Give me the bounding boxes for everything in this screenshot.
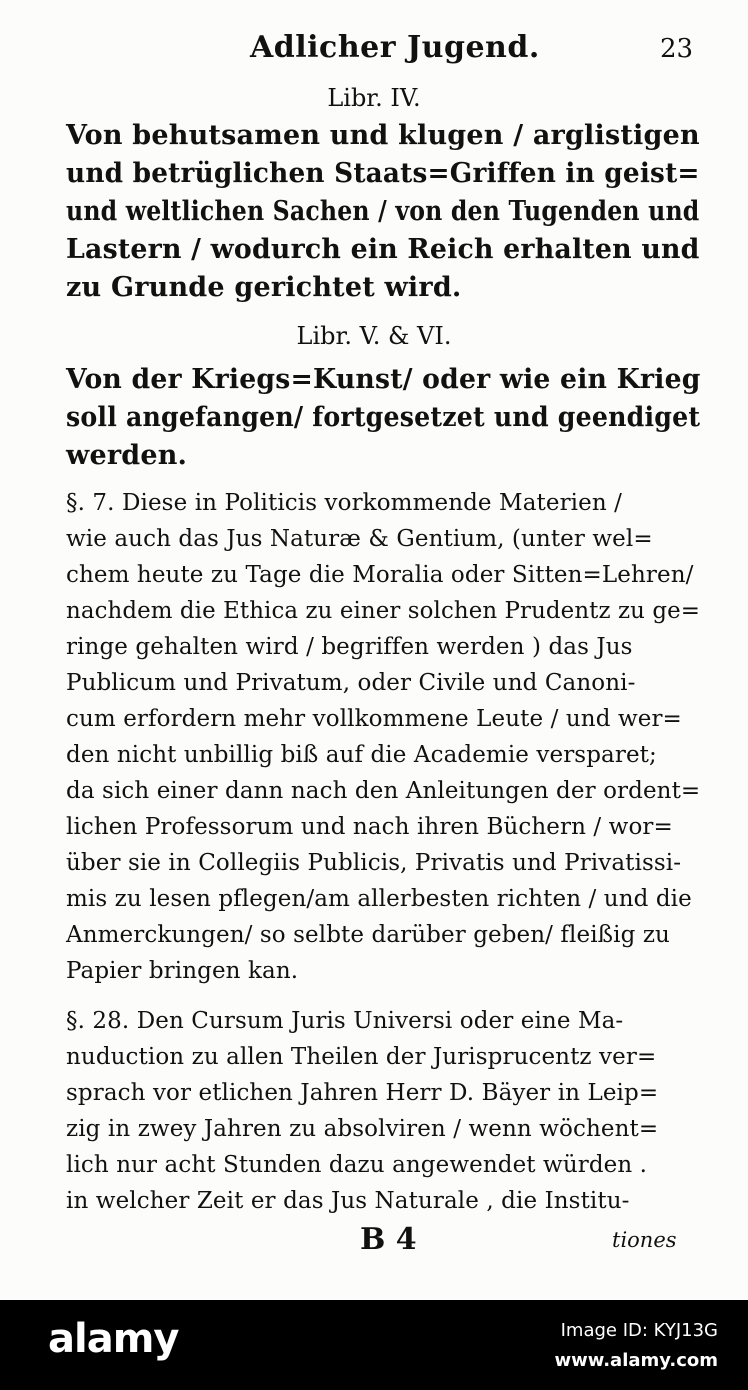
paragraph-28-line: lich nur acht Stunden dazu angewendet würden . (66, 1152, 648, 1178)
paragraph-7-line: ringe gehalten wird / begriffen werden ) das Jus (66, 634, 633, 660)
paragraph-7-line: chem heute zu Tage die Moralia oder Sitten=Lehren/ (66, 562, 694, 588)
paragraph-7-line: über sie in Collegiis Publicis, Privatis und Privatissi- (66, 850, 682, 876)
text-line: Lastern / wodurch ein Reich erhalten und (66, 234, 700, 265)
paragraph-28-line: §. 28. Den Cursum Juris Universi oder eine Ma- (66, 1008, 624, 1034)
site-url: www.alamy.com (554, 1350, 718, 1371)
text-line: soll angefangen/ fortgesetzet und geendiget (66, 402, 701, 433)
text-line: Von der Kriegs=Kunst/ oder wie ein Krieg (66, 364, 701, 395)
alamy-logo: alamy (48, 1316, 179, 1362)
paragraph-28-line: sprach vor etlichen Jahren Herr D. Bäyer in Leip= (66, 1080, 659, 1106)
paragraph-7-line: Publicum und Privatum, oder Civile und Canoni- (66, 670, 636, 696)
watermark-bar (0, 1300, 748, 1390)
text-line: und betrüglichen Staats=Griffen in geist= (66, 158, 700, 189)
image-id-label: Image ID: KYJ13G (560, 1320, 718, 1341)
text-line: Von behutsamen und klugen / arglistigen (66, 120, 700, 151)
running-title: Adlicher Jugend. (250, 30, 540, 65)
catchword: tiones (612, 1228, 677, 1252)
paragraph-7-line: Anmerckungen/ so selbte darüber geben/ fleißig zu (66, 922, 670, 948)
paragraph-7-line: den nicht unbillig biß auf die Academie versparet; (66, 742, 657, 768)
paragraph-7-line: wie auch das Jus Naturæ & Gentium, (unter wel= (66, 526, 653, 552)
paragraph-28-line: nuduction zu allen Theilen der Jurisprucentz ver= (66, 1044, 657, 1070)
text-line: und weltlichen Sachen / von den Tugenden und (66, 196, 700, 227)
signature-mark: B 4 (360, 1222, 417, 1257)
paragraph-7-line: lichen Professorum und nach ihren Büchern / wor= (66, 814, 673, 840)
paragraph-28-line: in welcher Zeit er das Jus Naturale , die Institu- (66, 1188, 630, 1214)
text-line: werden. (66, 440, 188, 471)
paragraph-7-line: mis zu lesen pflegen/am allerbesten richten / und die (66, 886, 692, 912)
libr-v-vi-heading: Libr. V. & VI. (296, 322, 452, 350)
text-line: zu Grunde gerichtet wird. (66, 272, 462, 303)
paragraph-7-line: da sich einer dann nach den Anleitungen der ordent= (66, 778, 701, 804)
libr-iv-heading: Libr. IV. (327, 84, 421, 112)
paragraph-7-line: cum erfordern mehr vollkommene Leute / und wer= (66, 706, 682, 732)
page-number: 23 (660, 34, 694, 64)
paragraph-7-line: Papier bringen kan. (66, 958, 299, 984)
paragraph-28-line: zig in zwey Jahren zu absolviren / wenn wöchent= (66, 1116, 659, 1142)
paragraph-7-line: nachdem die Ethica zu einer solchen Prudentz zu ge= (66, 598, 701, 624)
paragraph-7-line: §. 7. Diese in Politicis vorkommende Materien / (66, 490, 623, 516)
